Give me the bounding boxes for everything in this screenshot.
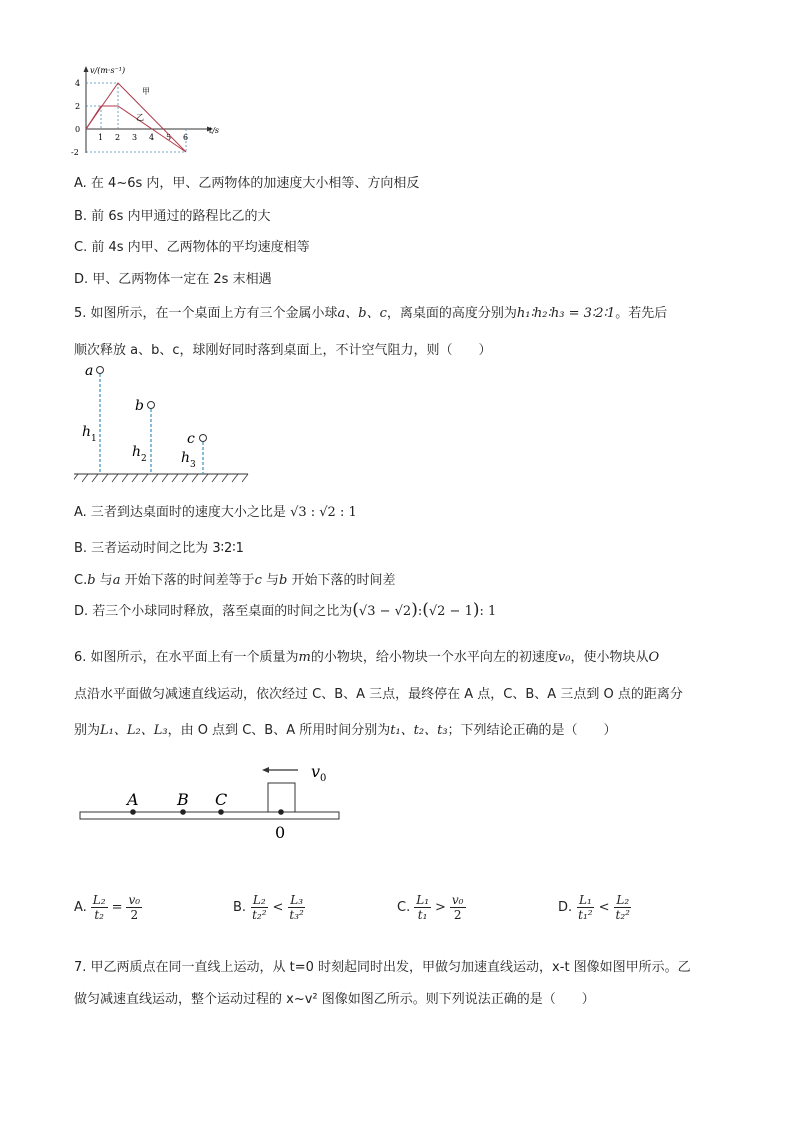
point-b <box>180 809 186 815</box>
q4-option-c: C. 前 4s 内甲、乙两物体的平均速度相等 <box>74 240 310 255</box>
label-h3-sub: 3 <box>190 460 196 470</box>
label-b: b <box>135 398 144 414</box>
q5-option-d-text: D. 若三个小球同时释放，落至桌面的时间之比为 <box>74 604 353 619</box>
q5-stem-ratio: h₁∶h₂∶h₃ = 3∶2∶1 <box>516 306 616 321</box>
label-h1: h <box>82 424 92 440</box>
point-o <box>278 809 284 815</box>
q5-c-var-b: b <box>87 573 96 588</box>
q6-b-op: < <box>272 900 284 915</box>
q4-option-d: D. 甲、乙两物体一定在 2s 末相遇 <box>74 272 272 287</box>
point-a <box>130 809 136 815</box>
q6-b-den: t₂² <box>252 908 267 922</box>
q6-var-m: m <box>298 650 311 665</box>
point-c <box>218 809 224 815</box>
ball-c <box>200 435 207 442</box>
q6-stem-line2: 点沿水平面做匀减速直线运动，依次经过 C、B、A 三点，最终停在 A 点，C、B、A 三点到 O 点的距离分 <box>74 687 683 702</box>
q6-d-num: L₁ <box>578 893 592 907</box>
q6-block-figure <box>78 757 344 847</box>
q5-option-a-expr: √3 : √2 : 1 <box>290 505 357 520</box>
ground-surface <box>80 812 339 819</box>
q5-option-d-end: : 1 <box>479 604 497 619</box>
q6-var-v0: v₀ <box>557 650 571 665</box>
q6-option-b-label: B. <box>233 900 247 915</box>
q6-option-b <box>233 893 306 922</box>
q6-c-den: t₁ <box>417 908 428 922</box>
y-tick-4: 4 <box>75 79 81 88</box>
label-h1-sub: 1 <box>91 434 97 444</box>
q6-a-rden: 2 <box>130 908 139 922</box>
q5-option-c <box>74 569 395 588</box>
q5-c-text-1: 与 <box>95 573 113 588</box>
q6-option-c <box>397 893 466 922</box>
label-point-c: C <box>215 790 228 809</box>
label-h3: h <box>181 450 191 466</box>
q5-option-d-expr1: √3 − √2 <box>358 604 412 619</box>
x-tick-1: 1 <box>98 133 104 142</box>
q6-c-rnum: v₀ <box>451 893 464 907</box>
y-axis-label: v/(m·s⁻¹) <box>90 66 126 75</box>
q5-stem-line1 <box>74 302 667 321</box>
q6-option-d <box>558 893 632 922</box>
q6-text-c: ，使小物块从 <box>570 650 649 665</box>
label-v0: v <box>311 762 321 781</box>
q6-var-o: O <box>648 650 660 665</box>
q7-stem-line1: 7. 甲乙两质点在同一直线上运动，从 t=0 时刻起同时出发，甲做匀加速直线运动，x-t 图像如图甲所示。乙 <box>74 960 691 975</box>
x-tick-5: 5 <box>166 133 172 142</box>
q5-option-d: D. 若三个小球同时释放，落至桌面的时间之比为(√3 − √2):(√2 − 1): 1 <box>74 600 497 620</box>
label-h2-sub: 2 <box>141 454 147 464</box>
q6-option-a <box>74 893 142 922</box>
x-tick-4: 4 <box>149 133 155 142</box>
y-tick-2: 2 <box>75 102 81 111</box>
x-tick-3: 3 <box>132 133 138 142</box>
q5-c-var-c: c <box>254 573 262 588</box>
q6-stem-line1 <box>74 646 659 665</box>
q6-b-rden: t₃² <box>289 908 304 922</box>
q7-stem-line2: 做匀减速直线运动，整个运动过程的 x~v² 图像如图乙所示。则下列说法正确的是（ ） <box>74 992 595 1007</box>
q6-text-e: ，由 O 点到 C、B、A 所用时间分别为 <box>167 723 391 738</box>
q5-stem-text-c: 。若先后 <box>615 306 668 321</box>
label-point-b: B <box>177 790 189 809</box>
label-c: c <box>187 431 195 447</box>
ball-b <box>148 402 155 409</box>
q6-b-num: L₂ <box>252 893 266 907</box>
q6-option-d-label: D. <box>558 900 573 915</box>
ball-a <box>97 367 104 374</box>
x-tick-2: 2 <box>115 133 121 142</box>
q5-stem-line2: 顺次释放 a、b、c，球刚好同时落到桌面上，不计空气阻力，则（ ） <box>74 343 492 358</box>
q6-text-d: 别为 <box>74 723 101 738</box>
table-hatching <box>74 474 248 482</box>
q6-stem-line3 <box>74 719 617 738</box>
y-tick-neg2: -2 <box>71 148 79 157</box>
q6-var-lengths: L₁、L₂、L₃ <box>100 723 168 738</box>
q6-text-b: 的小物块，给小物块一个水平向左的初速度 <box>310 650 558 665</box>
q4-option-b: B. 前 6s 内甲通过的路程比乙的大 <box>74 209 271 224</box>
q6-a-rnum: v₀ <box>128 893 141 907</box>
label-v0-sub: 0 <box>320 773 327 784</box>
q5-c-text-2: 开始下落的时间差等于 <box>120 573 255 588</box>
q5-c-text-3: 与 <box>261 573 280 588</box>
q5-option-a-text: A. 三者到达桌面时的速度大小之比是 <box>74 505 286 520</box>
q5-stem-text-a: 5. 如图所示，在一个桌面上方有三个金属小球 <box>74 306 338 321</box>
q5-option-b: B. 三者运动时间之比为 3∶2∶1 <box>74 541 244 556</box>
velocity-arrowhead <box>262 767 269 773</box>
q6-d-op: < <box>598 900 610 915</box>
vt-graph <box>70 60 230 158</box>
label-a: a <box>85 363 94 379</box>
y-axis-arrow <box>84 66 89 72</box>
q6-a-den: t₂ <box>94 908 104 922</box>
x-axis-label: t/s <box>209 126 220 135</box>
label-point-a: A <box>127 790 139 809</box>
block <box>268 783 295 812</box>
q6-text-f: ；下列结论正确的是（ ） <box>447 723 617 738</box>
q5-stem-text-b: ，离桌面的高度分别为 <box>386 306 517 321</box>
q5-option-d-expr2: √2 − 1 <box>428 604 473 619</box>
q5-c-text-4: 开始下落的时间差 <box>287 573 396 588</box>
q6-c-num: L₁ <box>416 893 429 907</box>
q6-var-times: t₁、t₂、t₃ <box>390 723 448 738</box>
label-h2: h <box>132 444 142 460</box>
q6-a-op: = <box>111 900 123 915</box>
q6-d-rnum: L₂ <box>616 893 630 907</box>
q4-option-a: A. 在 4~6s 内，甲、乙两物体的加速度大小相等、方向相反 <box>74 176 420 191</box>
q5-c-var-a: a <box>112 573 121 588</box>
q5-falling-balls-figure <box>74 360 254 490</box>
label-jia: 甲 <box>142 87 150 96</box>
q6-d-rden: t₂² <box>615 908 630 922</box>
q6-a-num: L₂ <box>92 893 106 907</box>
q5-stem-balls: a、b、c <box>337 306 387 321</box>
x-tick-6: 6 <box>183 133 189 142</box>
label-yi: 乙 <box>136 113 144 122</box>
q5-c-var-b2: b <box>279 573 288 588</box>
q6-c-rden: 2 <box>453 908 462 922</box>
y-tick-0: 0 <box>75 125 81 134</box>
q6-option-c-label: C. <box>397 900 411 915</box>
label-point-o: 0 <box>275 823 286 842</box>
q6-b-rnum: L₃ <box>290 893 304 907</box>
q5-option-c-label: C. <box>74 573 88 588</box>
q5-option-a <box>74 501 357 520</box>
q6-option-a-label: A. <box>74 900 87 915</box>
q6-text-a: 6. 如图所示，在水平面上有一个质量为 <box>74 650 299 665</box>
q6-d-den: t₁² <box>578 908 593 922</box>
q6-c-op: > <box>435 900 446 915</box>
